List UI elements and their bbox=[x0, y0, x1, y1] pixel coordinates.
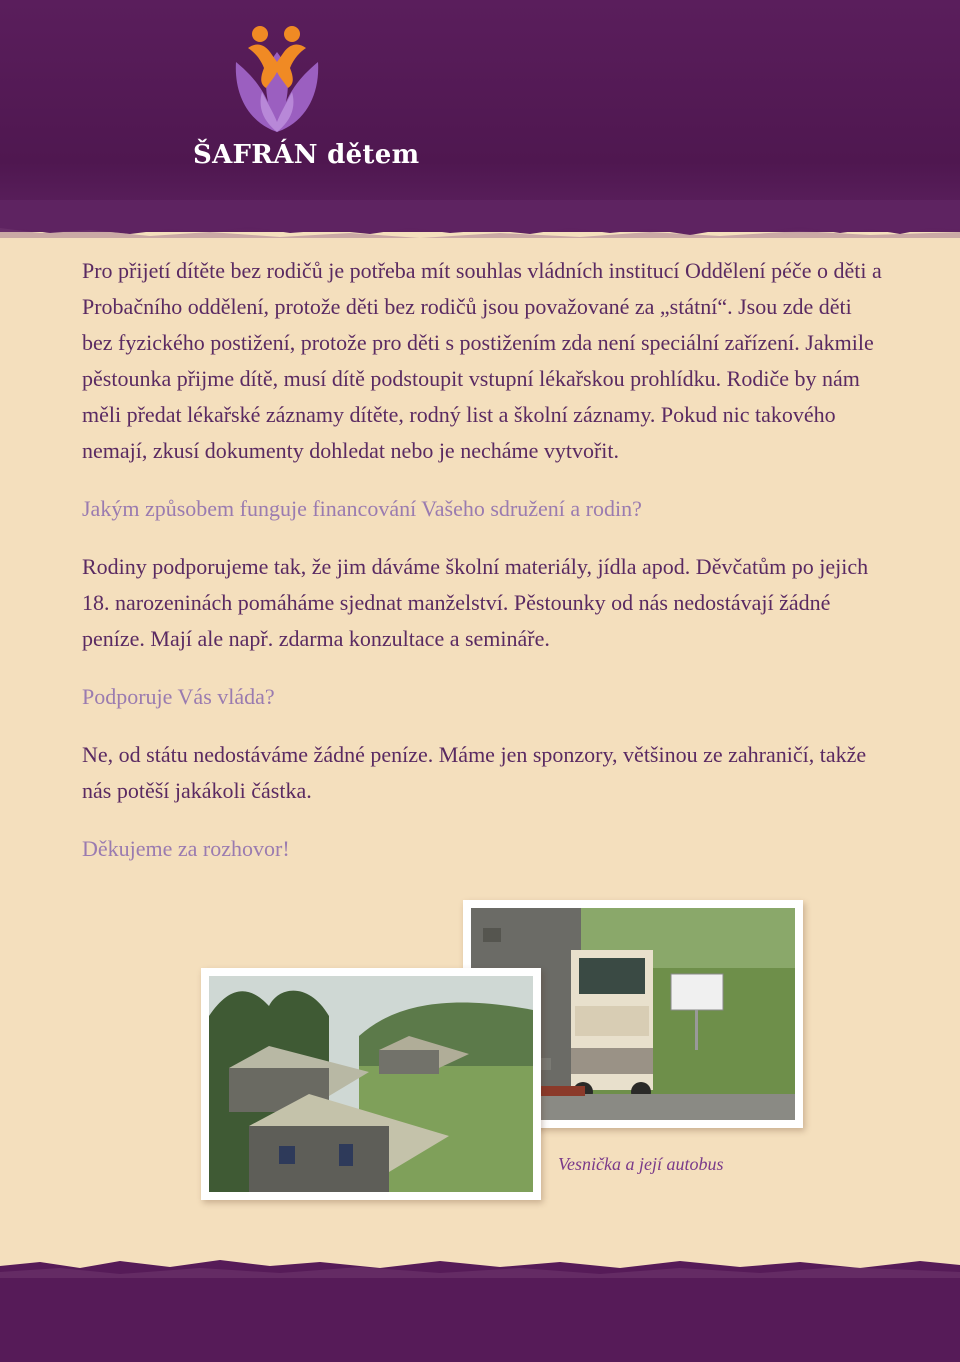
header-band bbox=[0, 0, 960, 232]
intro-paragraph: Pro přijetí dítěte bez rodičů je potřeba mít souhlas vládních institucí Oddělení péče o děti a Probačního oddělení, protože děti bez rodičů jsou považované za „státní“. Jsou zde děti bez fyzického postižení, protože pro děti s postižením zda není speciální zařízení. Jakmile pěstounka přijme dítě, musí dítě podstoupit vstupní lékařskou prohlídku. Rodiče by nám měli předat lékařské záznamy dítěte, rodný list a školní záznamy. Pokud nic takového nemají, zkusí dokumenty dohledat nebo je necháme vytvořit. bbox=[82, 258, 882, 463]
crocus-flower-children-logo-icon bbox=[228, 22, 326, 134]
article-body bbox=[82, 253, 882, 867]
answer-government: Ne, od státu nedostáváme žádné peníze. Máme jen sponzory, většinou ze zahraničí, takže nás potěší jakákoli částka. bbox=[82, 742, 867, 803]
question-financing: Jakým způsobem funguje financování Vašeho sdružení a rodin? bbox=[82, 496, 642, 521]
question-government: Podporuje Vás vláda? bbox=[82, 684, 275, 709]
photo-caption: Vesnička a její autobus bbox=[558, 1154, 724, 1174]
footer-band bbox=[0, 1278, 960, 1362]
village-photo bbox=[201, 968, 541, 1200]
brand-name: ŠAFRÁN dětem bbox=[193, 140, 420, 170]
header-torn-edge bbox=[0, 200, 960, 260]
answer-financing: Rodiny podporujeme tak, že jim dáváme školní materiály, jídla apod. Děvčatům po jejich 18. narozeninách pomáháme sjednat manželství. Pěstounky od nás nedostávají žádné peníze. Mají ale např. zdarma konzultace a semináře. bbox=[82, 554, 869, 651]
closing-thanks: Děkujeme za rozhovor! bbox=[82, 836, 290, 861]
